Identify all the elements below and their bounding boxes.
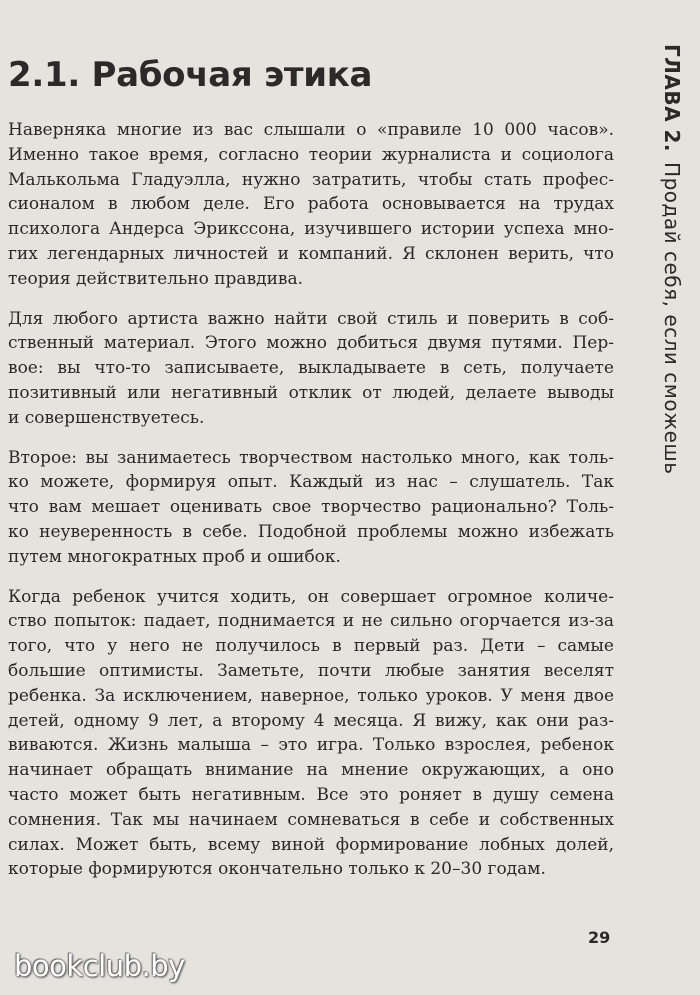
text-line: сомнения. Так мы начинаем сомневаться в себе и собственных <box>8 809 614 830</box>
text-line: Наверняка многие из вас слышали о «правиле 10 000 часов». <box>8 120 614 140</box>
section-heading: 2.1. Рабочая этика <box>8 55 373 95</box>
text-line: большие оптимисты. Заметьте, почти любые занятия веселят <box>8 660 614 681</box>
running-header <box>660 44 684 475</box>
text-line: и совершенствуетесь. <box>8 407 205 428</box>
text-line: теория действительно правдива. <box>8 268 304 289</box>
text-line: виваются. Жизнь малыша – это игра. Только взрослея, ребенок <box>8 735 614 756</box>
body-text <box>8 118 614 897</box>
text-line: ко неуверенность в себе. Подобной проблемы можно избежать <box>8 521 614 542</box>
text-line: Когда ребенок учится ходить, он совершает огромное количе- <box>8 586 614 607</box>
text-line: позитивный или негативный отклик от людей, делаете выводы <box>8 382 614 403</box>
paragraph-4 <box>8 585 614 883</box>
text-line: детей, одному 9 лет, а второму 4 месяца. Я вижу, как они раз- <box>8 710 614 731</box>
text-line: сионалом в любом деле. Его работа основывается на трудах <box>8 194 614 215</box>
text-line: того, что у него не получилось в первый раз. Дети – самые <box>8 636 614 657</box>
text-line: Для любого артиста важно найти свой стиль и поверить в соб- <box>8 308 614 329</box>
text-line: Второе: вы занимаетесь творчеством настолько много, как толь- <box>8 447 614 468</box>
text-line: Малькольма Гладуэлла, нужно затратить, чтобы стать профес- <box>8 169 614 190</box>
paragraph-3 <box>8 446 614 570</box>
text-line: ребенка. За исключением, наверное, только уроков. У меня двое <box>8 685 614 706</box>
paragraph-2 <box>8 307 614 431</box>
text-line: которые формируются окончательно только к 20–30 годам. <box>8 859 546 880</box>
text-line: часто может быть негативным. Все это роняет в душу семена <box>8 784 614 805</box>
text-line: психолога Андерса Эрикссона, изучившего истории успеха мно- <box>8 219 614 240</box>
running-header-chapter: ГЛАВА 2. <box>660 44 684 153</box>
text-line: начинает обращать внимание на мнение окружающих, а оно <box>8 760 614 781</box>
running-header-title: Продай себя, если сможешь <box>660 162 684 475</box>
text-line: Именно такое время, согласно теории журналиста и социолога <box>8 144 614 165</box>
text-line: ство попыток: падает, поднимается и не сильно огорчается из-за <box>8 611 614 632</box>
page-number: 29 <box>588 928 611 947</box>
text-line: что вам мешает оценивать свое творчество рационально? Толь- <box>8 497 614 518</box>
text-line: силах. Может быть, всему виной формирование лобных долей, <box>8 834 614 855</box>
paragraph-1 <box>8 118 614 292</box>
text-line: вое: вы что-то записываете, выкладываете в сеть, получаете <box>8 358 614 379</box>
text-line: ко можете, формируя опыт. Каждый из нас – слушатель. Так <box>8 472 614 493</box>
text-line: ственный материал. Этого можно добиться двумя путями. Пер- <box>8 333 614 354</box>
text-line: путем многократных проб и ошибок. <box>8 546 341 567</box>
text-line: гих легендарных личностей и компаний. Я склонен верить, что <box>8 243 614 264</box>
watermark: bookclub.by <box>14 949 185 983</box>
